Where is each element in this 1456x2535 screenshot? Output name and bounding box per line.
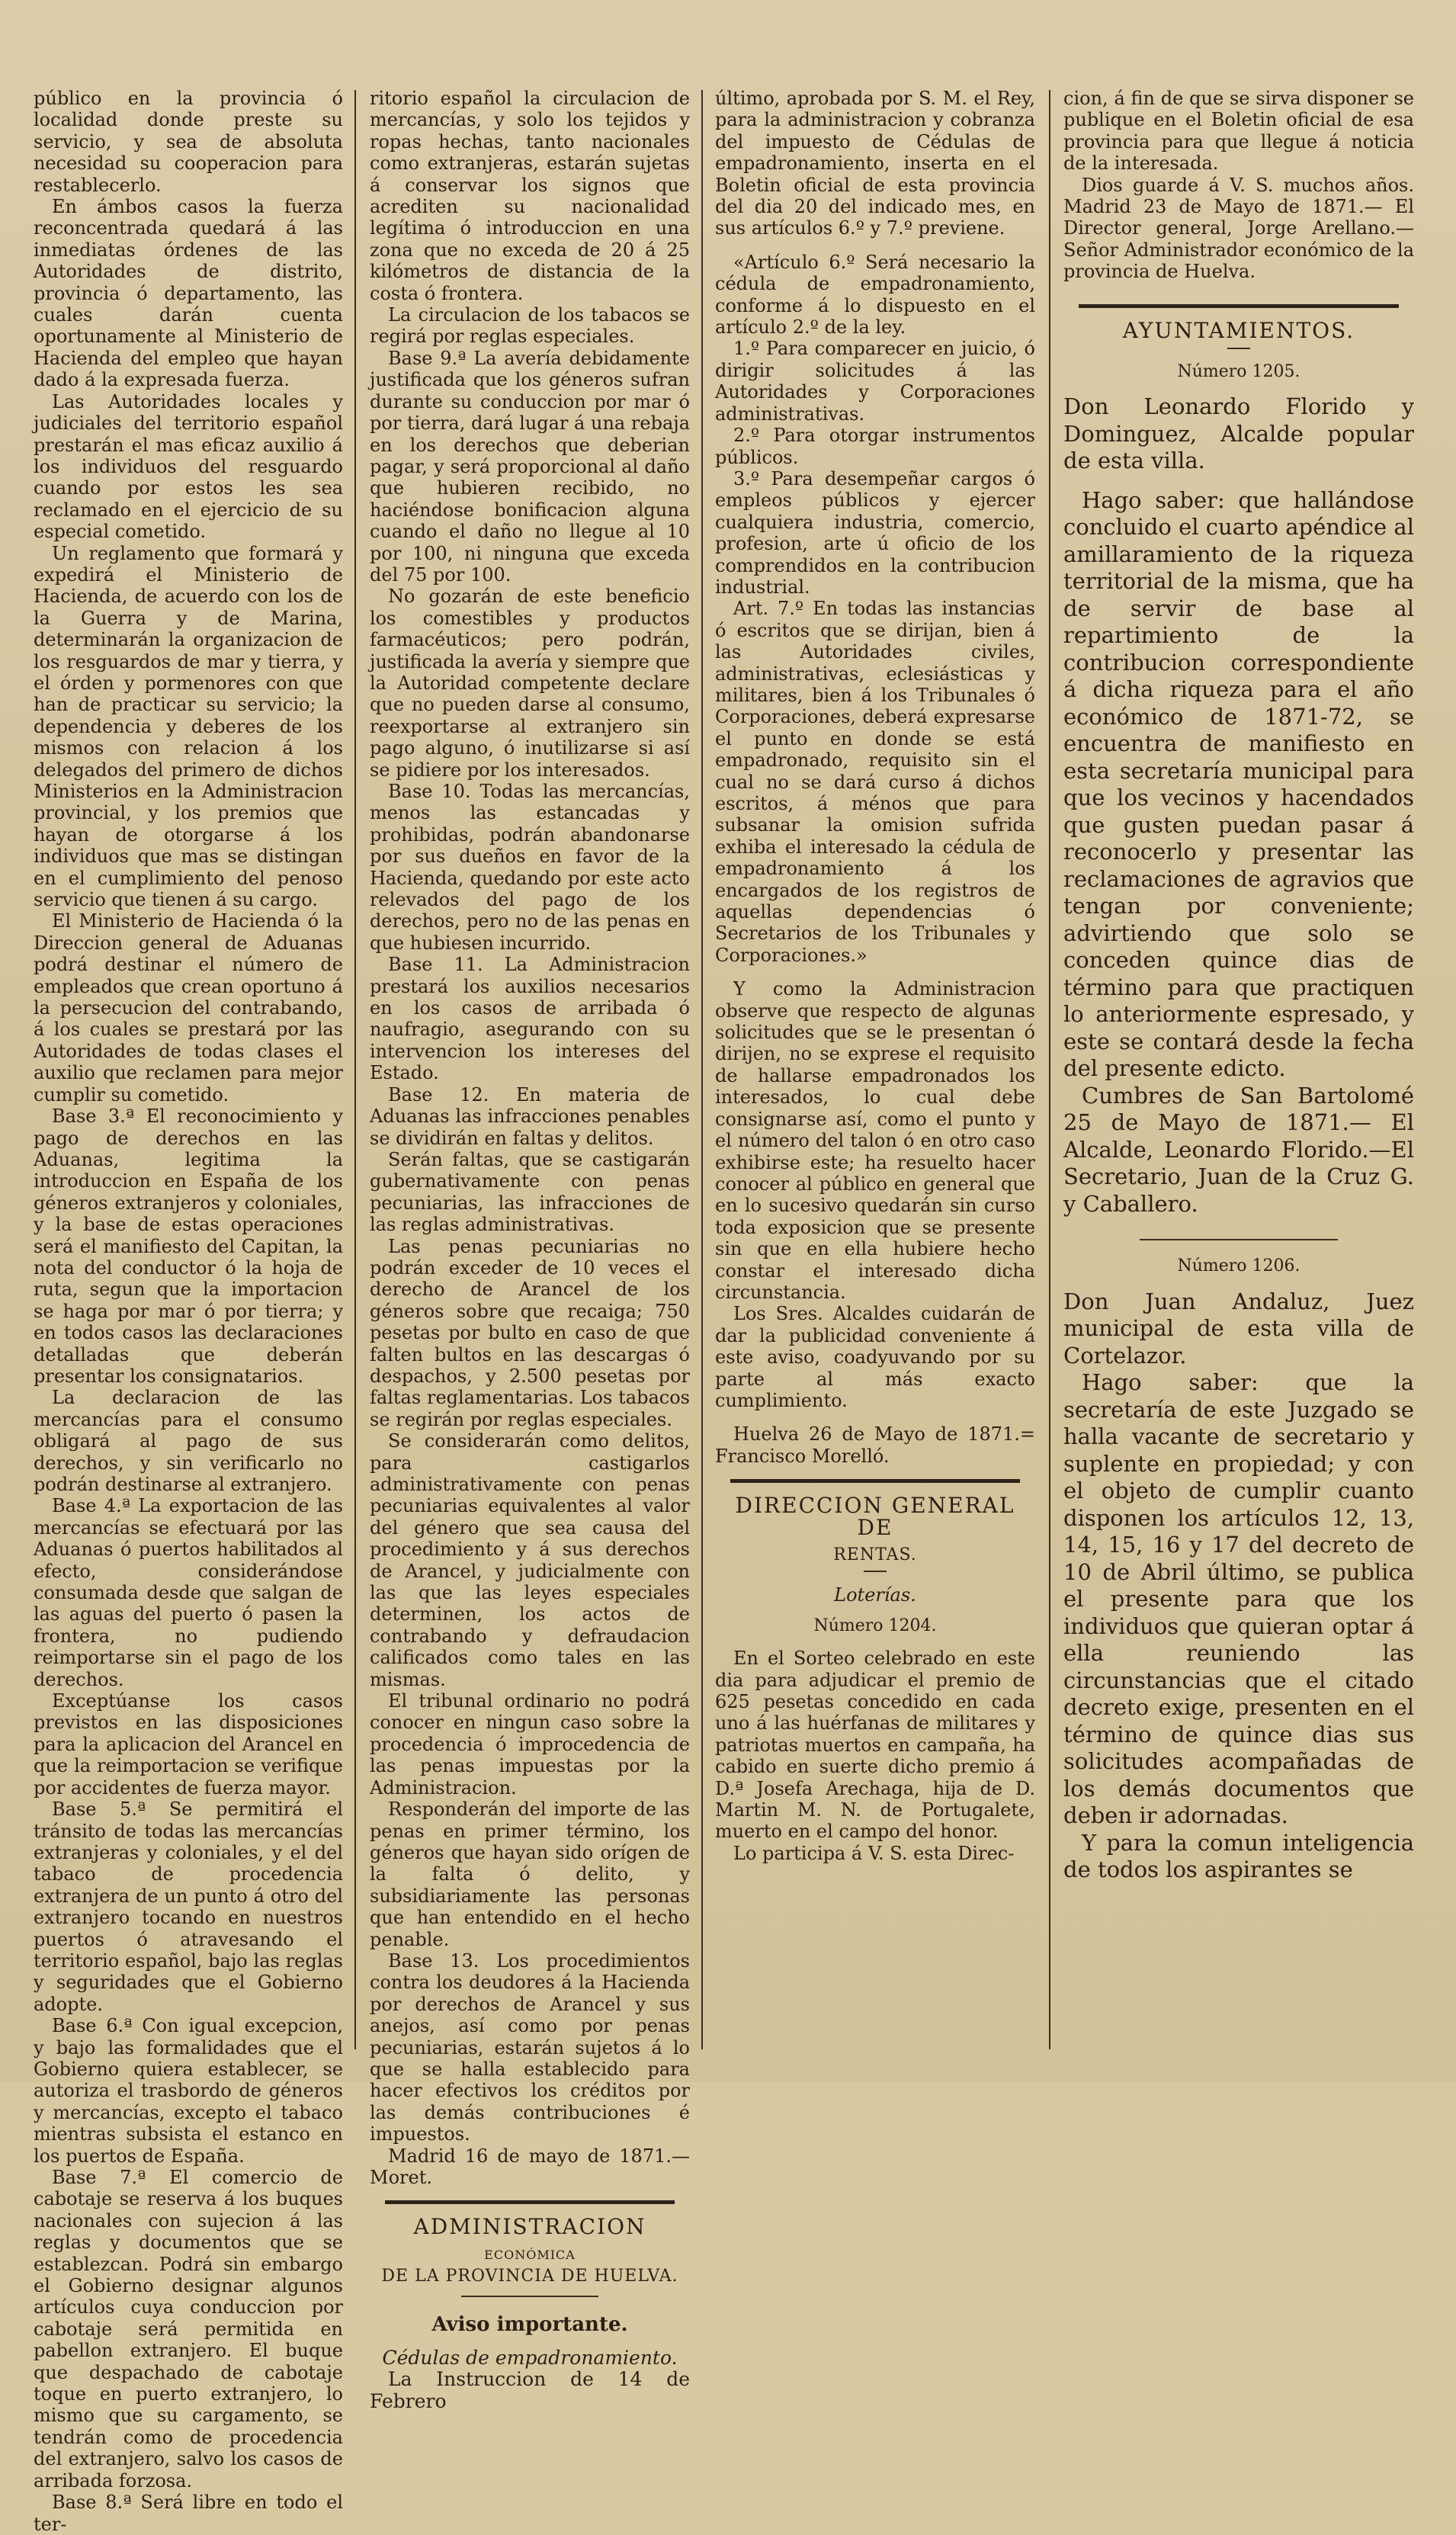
column-2: [370, 88, 690, 2412]
paragraph: No gozarán de este beneficio los comestibles y productos farmacéuticos; pero podrán, justificada la avería y siempre que la Autoridad competente declare que no pueden darse al consumo, reexportarse al extranjero sin pago alguno, ó inutilizarse si así se pidiere por los interesados.: [370, 586, 690, 781]
paragraph: En el Sorteo celebrado en este dia para adjudicar el premio de 625 pesetas concedido en cada uno á las huérfanas de militares y patriotas muertos en campaña, ha cabido en suerte dicho premio á D.ª Josefa Arechaga, hija de D. Martin M. N. de Portugalete, muerto en el campo del honor.: [715, 1648, 1035, 1843]
paragraph: Serán faltas, que se castigarán gubernativamente con penas pecuniarias, las infracciones de las reglas administrativas.: [370, 1148, 690, 1236]
section-divider: [730, 1479, 1020, 1483]
paragraph: La Instruccion de 14 de Febrero: [370, 2368, 690, 2412]
paragraph: El Ministerio de Hacienda ó la Direccion general de Aduanas podrá destinar el número de empleados que crean oportuno á la persecucion del contrabando, á los cuales se prestará por las Autoridades de todas clases el auxilio que reclamen para mejor cumplir su cometido.: [34, 910, 343, 1105]
paragraph: último, aprobada por S. M. el Rey, para la administracion y cobranza del impuesto de Cédulas de empadronamiento, inserta en el Boletin oficial de esta provincia del dia 20 del indicado mes, en sus artículos 6.º y 7.º previene.: [715, 88, 1035, 239]
paragraph: El tribunal ordinario no podrá conocer en ningun caso sobre la procedencia ó improcedencia de las penas impuestas por la Administracion.: [370, 1690, 690, 1799]
paragraph: Base 11. La Administracion prestará los auxilios necesarios en los casos de arribada ó naufragio, asegurando con su intervencion los intereses del Estado.: [370, 954, 690, 1084]
column-rule: [701, 90, 703, 2049]
paragraph: Exceptúanse los casos previstos en las disposiciones para la aplicacion del Arancel en que la reimportacion se verifique por accidentes de fuerza mayor.: [34, 1690, 343, 1799]
paragraph: Base 5.ª Se permitirá el tránsito de todas las mercancías extranjeras y coloniales, y el del tabaco de procedencia extranjera de un punto á otro del extranjero tocando en nuestros puertos ó atravesando el territorio español, bajo las reglas y seguridades que el Gobierno adopte.: [34, 1799, 343, 2015]
paragraph: La circulacion de los tabacos se regirá por reglas especiales.: [370, 304, 690, 348]
paragraph: Se considerarán como delitos, para castigarlos administrativamente con penas pecuniarias equivalentes al valor del género que sea causa del procedimiento y á sus derechos de Arancel, y judicialmente con las que las leyes especiales determinen, los actos de contrabando y defraudacion calificados como tales en las mismas.: [370, 1430, 690, 1690]
paragraph: Las penas pecuniarias no podrán exceder de 10 veces el derecho de Arancel de los géneros sobre que recaiga; 750 pesetas por bulto en caso de que falten bultos en las descargas ó despachos, y 2.500 pesetas por faltas reglamentarias. Los tabacos se regirán por reglas especiales.: [370, 1235, 690, 1430]
paragraph: Y para la comun inteligencia de todos los aspirantes se: [1063, 1829, 1414, 1883]
paragraph: Responderán del importe de las penas en primer término, los géneros que hayan sido orígen de la falta ó delito, y subsidiariamente las personas que han entendido en el hecho penable.: [370, 1799, 690, 1950]
signature: Madrid 16 de mayo de 1871.—Moret.: [370, 2145, 690, 2188]
paragraph: Base 10. Todas las mercancías, menos las estancadas y prohibidas, podrán abandonarse por sus dueños en favor de la Hacienda, quedando por este acto relevados del pago de los derechos, pero no de las penas en que hubiesen incurrido.: [370, 781, 690, 954]
section-title: DIRECCION GENERAL DE: [735, 1493, 1015, 1540]
paragraph: cion, á fin de que se sirva disponer se publique en el Boletin oficial de esa provincia para que llegue á noticia de la interesada.: [1063, 88, 1414, 175]
column-rule: [1049, 90, 1050, 2049]
notice-number: Número 1206.: [1177, 1256, 1300, 1276]
paragraph: público en la provincia ó localidad donde preste su servicio, y sea de absoluta necesidad su cooperacion para restablecerlo.: [34, 88, 343, 196]
paragraph: ritorio español la circulacion de mercancías, y solo los tejidos y ropas hechas, tanto nacionales como extranjeras, estarán sujetas á conservar los signos que acrediten su nacionalidad legítima ó introduccion en una zona que no exceda de 20 á 25 kilómetros de distancia de la costa ó frontera.: [370, 88, 690, 304]
section-divider: [1079, 304, 1399, 308]
paragraph: Hago saber: que hallándose concluido el cuarto apéndice al amillaramiento de la riqueza territorial de la misma, que ha de servir de base al repartimiento de la contribucion correspondiente á dicha riqueza para el año económico de 1871-72, se encuentra de manifiesto en esta secretaría municipal para que los vecinos y hacendados que gusten puedan pasar á reconocerlo y presentar las reclamaciones de agravios que tengan por conveniente; advirtiendo que solo se conceden quince dias de término para que practiquen lo anteriormente espresado, y este se contará desde la fecha del presente edicto.: [1063, 486, 1414, 1082]
paragraph: Hago saber: que la secretaría de este Juzgado se halla vacante de secretario y suplente en propiedad; y con el objeto de cumplir cuanto disponen los artículos 12, 13, 14, 15, 16 y 17 del decreto de 10 de Abril último, se publica el presente para que los individuos que quieran optar á ella reuniendo las circunstancias que el citado decreto exige, presenten en el término de quince dias sus solicitudes acompañadas de los demás documentos que deben ir adornadas.: [1063, 1369, 1414, 1829]
notice-heading: Don Leonardo Florido y Dominguez, Alcalde popular de esta villa.: [1063, 393, 1414, 474]
notice-subtitle: Cédulas de empadronamiento.: [382, 2347, 678, 2370]
signature: Cumbres de San Bartolomé 25 de Mayo de 1871.— El Alcalde, Leonardo Florido.—El Secretario, Juan de la Cruz G. y Caballero.: [1063, 1082, 1414, 1217]
divider: [461, 2296, 598, 2297]
section-divider: [385, 2200, 675, 2204]
notice-number: Número 1204.: [813, 1616, 937, 1635]
column-3: [715, 88, 1035, 2039]
paragraph: Dios guarde á V. S. muchos años. Madrid 23 de Mayo de 1871.— El Director general, Jorge Arellano.—Señor Administrador económico de la provincia de Huelva.: [1063, 174, 1414, 283]
paragraph: Base 8.ª Será libre en todo el ter-: [34, 2492, 343, 2535]
section-title: AYUNTAMIENTOS.: [1122, 317, 1355, 343]
paragraph: Base 12. En materia de Aduanas las infracciones penables se dividirán en faltas y delitos.: [370, 1083, 690, 1149]
paragraph: 3.º Para desempeñar cargos ó empleos públicos y ejercer cualquiera industria, comercio, profesion, arte ú oficio de los comprendidos en la contribucion industrial.: [715, 467, 1035, 598]
paragraph: Base 6.ª Con igual excepcion, y bajo las formalidades que el Gobierno quiera establecer, se autoriza el trasbordo de géneros y mercancías, excepto el tabaco mientras subsista el estanco en los puertos de España.: [34, 2015, 343, 2167]
signature: Huelva 26 de Mayo de 1871.= Francisco Morelló.: [715, 1423, 1035, 1467]
section-title: ADMINISTRACION: [413, 2214, 646, 2240]
paragraph: Lo participa á V. S. esta Direc-: [733, 1842, 1015, 1864]
notice-title: Aviso importante.: [431, 2312, 628, 2336]
paragraph: La declaracion de las mercancías para el consumo obligará al pago de sus derechos, y sin verificarlo no podrán destinarse al extranjero.: [34, 1387, 343, 1495]
section-subtitle: RENTAS.: [833, 1545, 917, 1564]
divider: [1227, 348, 1250, 349]
paragraph: 1.º Para comparecer en juicio, ó dirigir solicitudes á las Autoridades y Corporaciones administrativas.: [715, 338, 1035, 425]
paragraph: Art. 7.º En todas las instancias ó escritos que se dirijan, bien á las Autoridades civiles, administrativas, eclesiásticas y militares, bien á los Tribunales ó Corporaciones, deberá expresarse el punto en donde se está empadronado, requisito sin el cual no se dará curso á dichos escritos, á ménos que para subsanar la omision sufrida exhiba el interesado la cédula de empadronamiento á los encargados de los registros de aquellas dependencias ó Secretarios de los Tribunales y Corporaciones.»: [715, 598, 1035, 966]
notice-number: Número 1205.: [1177, 362, 1300, 382]
divider: [1140, 1239, 1338, 1240]
paragraph: Las Autoridades locales y judiciales del territorio español prestarán el mas eficaz auxilio á los individuos del resguardo cuando por estos les sea reclamado en el ejercicio de su especial cometido.: [34, 390, 343, 543]
paragraph: «Artículo 6.º Será necesario la cédula de empadronamiento, conforme á lo dispuesto en el artículo 2.º de la ley.: [715, 251, 1035, 339]
section-subtitle: DE LA PROVINCIA DE HUELVA.: [381, 2267, 678, 2286]
paragraph: En ámbos casos la fuerza reconcentrada quedará á las inmediatas órdenes de las Autoridades de distrito, provincia ó departamento, las cuales darán cuenta oportunamente al Ministerio de Hacienda del empleo que hayan dado á la expresada fuerza.: [34, 196, 343, 391]
divider: [864, 1571, 887, 1572]
paragraph: Base 13. Los procedimientos contra los deudores á la Hacienda por derechos de Arancel y sus anejos, así como por penas pecuniarias, estarán sujetos á lo que se halla establecido para hacer efectivos los créditos por las demás contribuciones é impuestos.: [370, 1949, 690, 2145]
paragraph: Un reglamento que formará y expedirá el Ministerio de Hacienda, de acuerdo con los de la Guerra y de Marina, determinarán la organizacion de los resguardos de mar y tierra, y el órden y pormenores con que han de practicar su servicio; la dependencia y deberes de los mismos con relacion á los delegados del primero de dichos Ministerios en la Administracion provincial, y los premios que hayan de otorgarse á los individuos que mas se distingan en el cumplimiento del penoso servicio que tienen á su cargo.: [34, 542, 343, 911]
section-subtitle: ECONÓMICA: [484, 2247, 576, 2262]
paragraph: Base 7.ª El comercio de cabotaje se reserva á los buques nacionales con sujecion á las reglas y documentos que se establezcan. Podrá sin embargo el Gobierno designar algunos artículos cuya conduccion por cabotaje será permitida en pabellon extranjero. El buque que despachado de cabotaje toque en puerto extranjero, lo mismo que su cargamento, se tendrán como de procedencia del extranjero, salvo los casos de arribada forzosa.: [34, 2167, 343, 2492]
paragraph: Los Sres. Alcaldes cuidarán de dar la publicidad conveniente á este aviso, coadyuvando por su parte al más exacto cumplimiento.: [715, 1303, 1035, 1411]
column-rule: [354, 90, 356, 2049]
column-4: [1063, 88, 1414, 2066]
paragraph: Base 9.ª La avería debidamente justificada que los géneros sufran durante su conduccion por mar ó por tierra, dará lugar á una rebaja en los derechos que deberian pagar, y será proporcional al daño que hubieren recibido, no haciéndose bonificacion alguna cuando el daño no llegue al 10 por 100, ni ninguna que exceda del 75 por 100.: [370, 347, 690, 586]
column-1: [34, 88, 343, 2535]
paragraph: 2.º Para otorgar instrumentos públicos.: [715, 425, 1035, 468]
paragraph: Base 3.ª El reconocimiento y pago de derechos en las Aduanas, legitima la introduccion en España de los géneros extranjeros y coloniales, y la base de estas operaciones será el manifiesto del Capitan, la nota del conductor ó la hoja de ruta, segun que la importacion se haga por mar ó por tierra; y en todos casos las declaraciones detalladas que deberán presentar los consignatarios.: [34, 1105, 343, 1387]
paragraph: Base 4.ª La exportacion de las mercancías se efectuará por las Aduanas ó puertos habilitados al efecto, considerándose consumada desde que salgan de las aguas del puerto ó pasen la frontera, no pudiendo reimportarse sin el pago de los derechos.: [34, 1495, 343, 1690]
section-subtitle: Loterías.: [834, 1584, 916, 1606]
notice-heading: Don Juan Andaluz, Juez municipal de esta villa de Cortelazor.: [1063, 1288, 1414, 1369]
paragraph: Y como la Administracion observe que respecto de algunas solicitudes que se le presentan ó dirijen, no se exprese el requisito de hallarse empadronados los interesados, lo cual debe consignarse así, como el punto y el número del talon ó en otro caso exhibirse este; ha resuelto hacer conocer al público en general que en lo sucesivo quedarán sin curso toda exposicion que se presente sin que en ella hubiere hecho constar el interesado dicha circunstancia.: [715, 978, 1035, 1303]
